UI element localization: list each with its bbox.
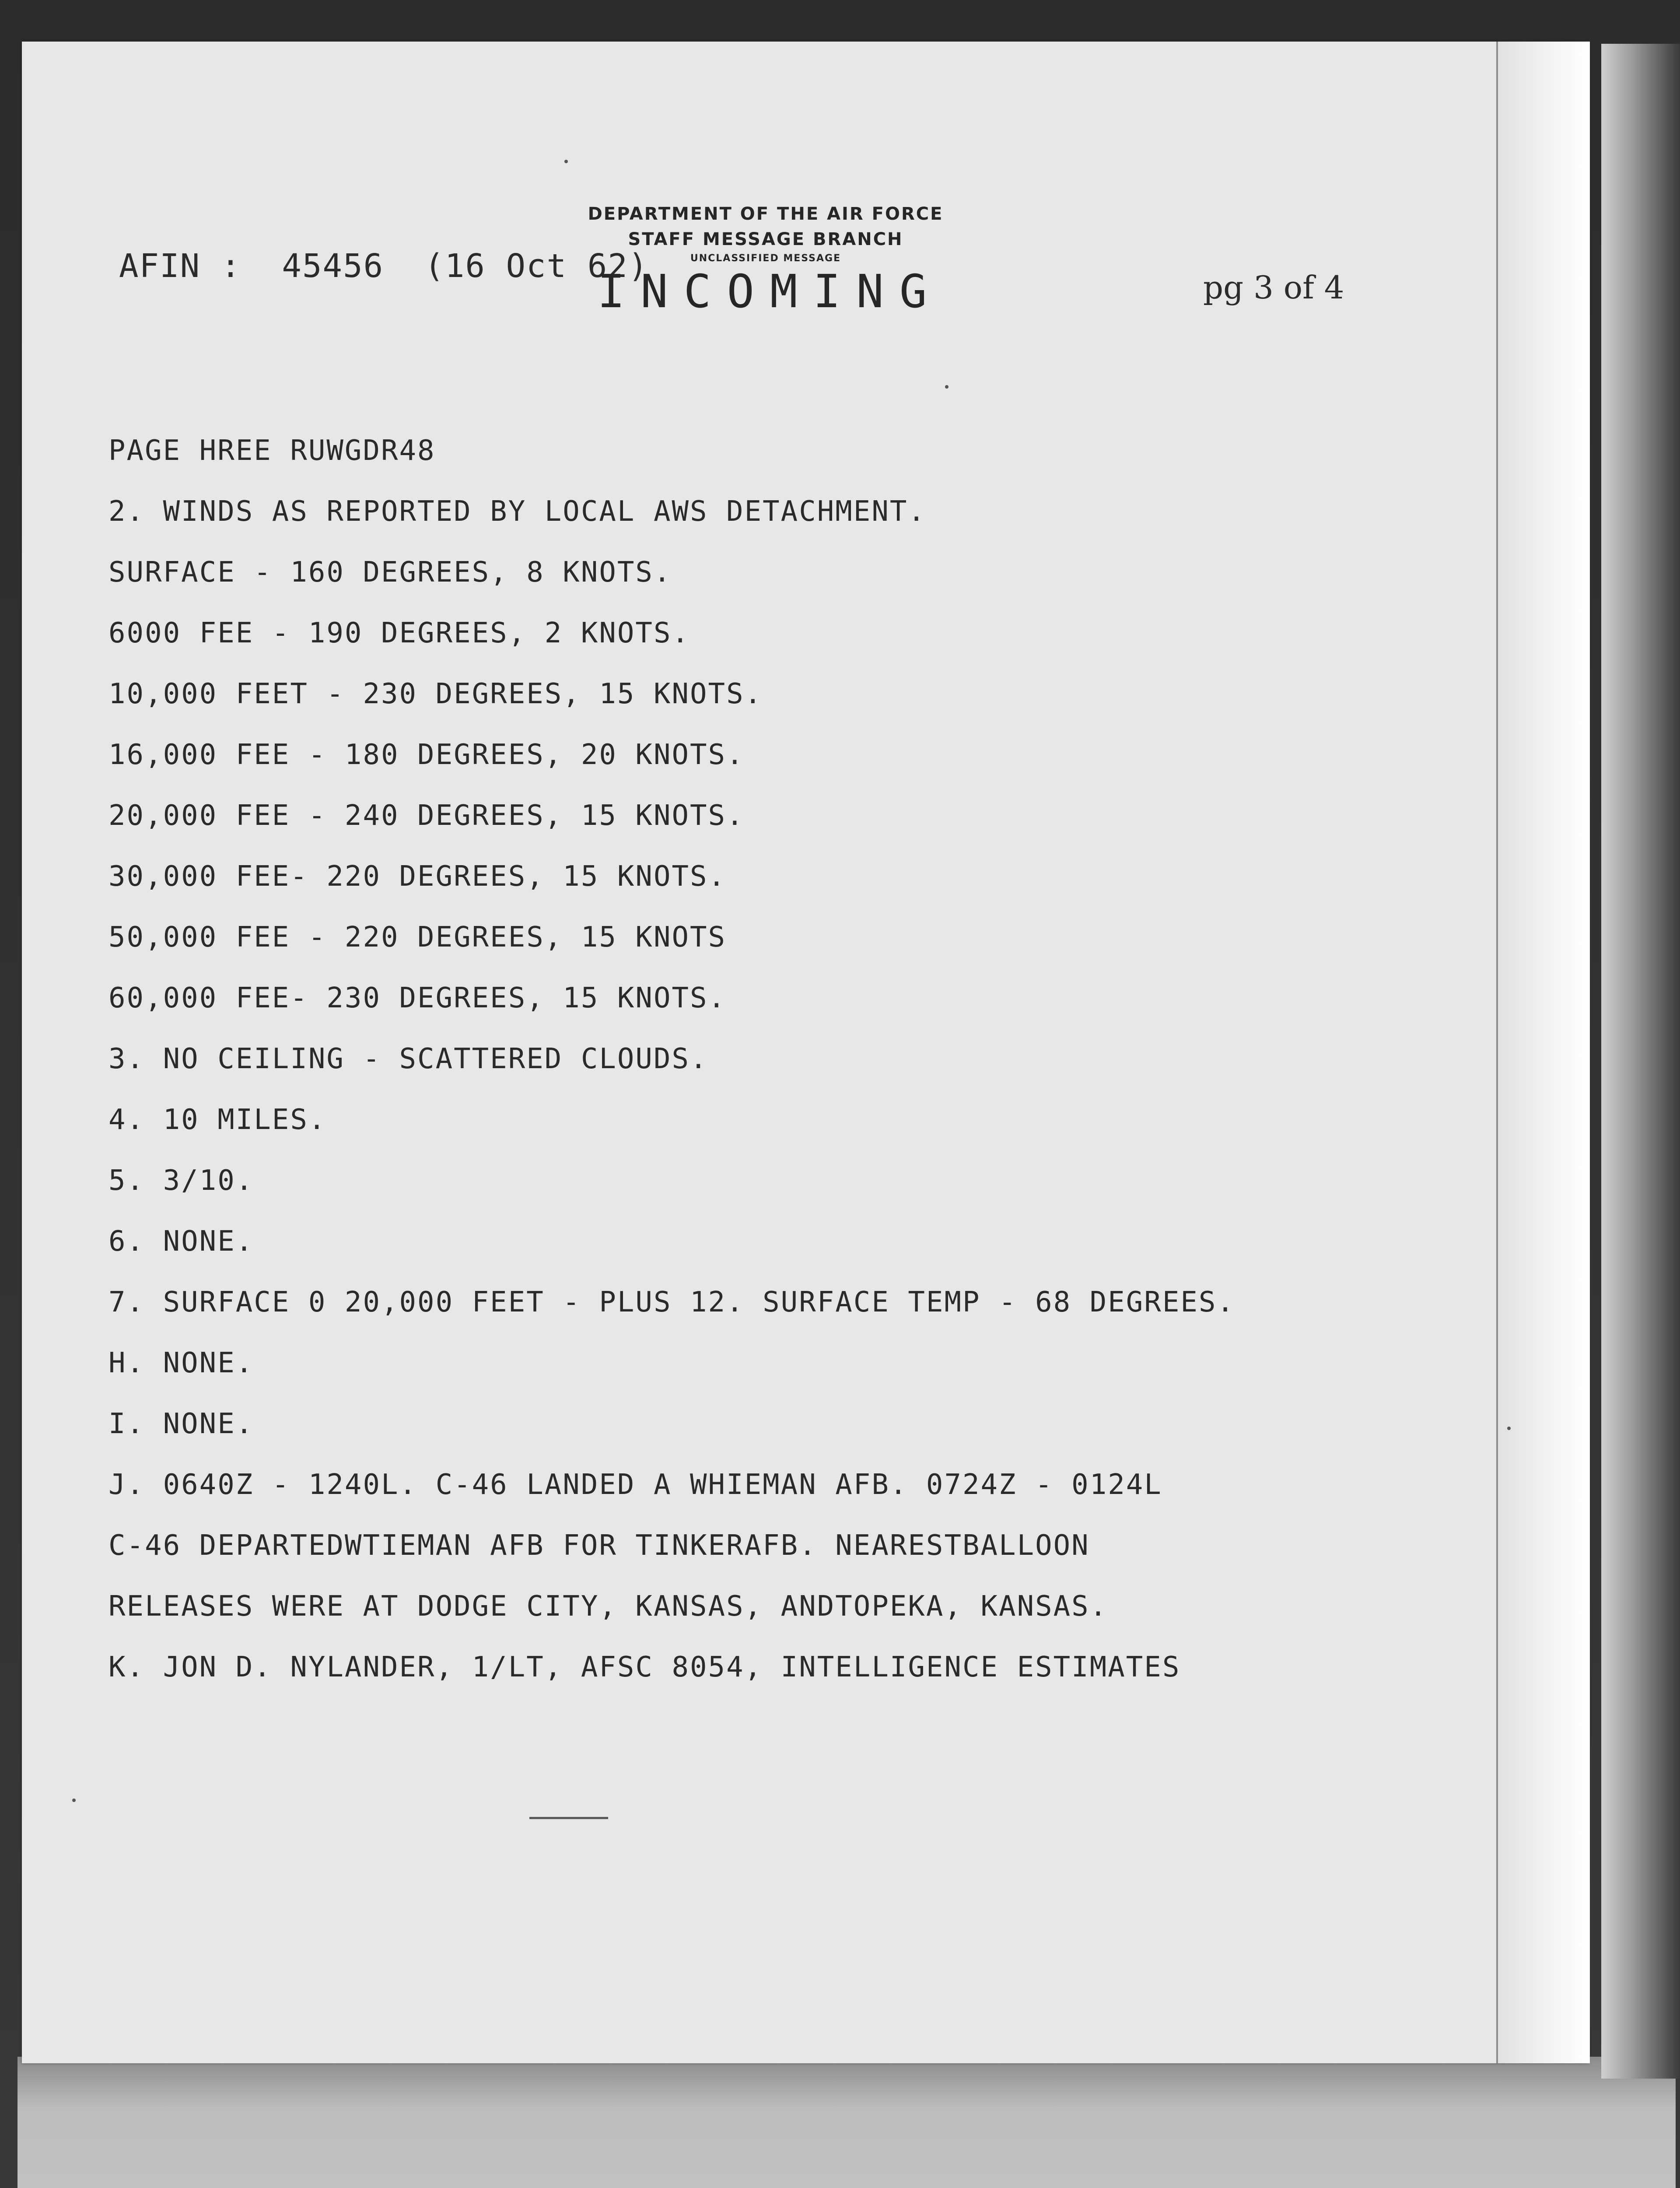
message-body xyxy=(108,431,1465,1708)
body-line: 6000 FEE - 190 DEGREES, 2 KNOTS. xyxy=(108,617,690,649)
underlying-sheet xyxy=(18,2057,1676,2188)
body-line: I. NONE. xyxy=(108,1408,254,1440)
body-line: 10,000 FEET - 230 DEGREES, 15 KNOTS. xyxy=(108,678,763,710)
body-line: SURFACE - 160 DEGREES, 8 KNOTS. xyxy=(108,556,672,589)
body-line: K. JON D. NYLANDER, 1/LT, AFSC 8054, INTELLIGENCE ESTIMATES xyxy=(108,1651,1181,1683)
body-line: C-46 DEPARTEDWTIEMAN AFB FOR TINKERAFB. NEARESTBALLOON xyxy=(108,1529,1090,1562)
speck-mark xyxy=(945,385,948,389)
classification-label: UNCLASSIFIED MESSAGE xyxy=(690,253,841,264)
speck-mark xyxy=(1507,1427,1511,1430)
branch-name: STAFF MESSAGE BRANCH xyxy=(628,229,903,249)
body-line: 6. NONE. xyxy=(108,1225,254,1258)
body-line: 3. NO CEILING - SCATTERED CLOUDS. xyxy=(108,1043,708,1075)
speck-mark xyxy=(564,160,568,163)
body-line: 60,000 FEE- 230 DEGREES, 15 KNOTS. xyxy=(108,982,727,1014)
incoming-label: INCOMING xyxy=(597,265,943,318)
body-line: 2. WINDS AS REPORTED BY LOCAL AWS DETACHMENT. xyxy=(108,495,926,528)
right-film-edge xyxy=(1601,44,1680,2079)
body-line: RELEASES WERE AT DODGE CITY, KANSAS, ANDTOPEKA, KANSAS. xyxy=(108,1590,1108,1623)
body-line: 7. SURFACE 0 20,000 FEET - PLUS 12. SURFACE TEMP - 68 DEGREES. xyxy=(108,1286,1235,1318)
dash-mark xyxy=(529,1817,608,1819)
page-right-margin xyxy=(1496,42,1590,2063)
body-line: 50,000 FEE - 220 DEGREES, 15 KNOTS xyxy=(108,921,727,954)
body-line: 30,000 FEE- 220 DEGREES, 15 KNOTS. xyxy=(108,860,727,893)
department-name: DEPARTMENT OF THE AIR FORCE xyxy=(588,204,944,224)
body-line: 20,000 FEE - 240 DEGREES, 15 KNOTS. xyxy=(108,799,745,832)
body-line: 5. 3/10. xyxy=(108,1164,254,1197)
speck-mark xyxy=(72,1799,76,1802)
body-line: H. NONE. xyxy=(108,1347,254,1379)
message-header xyxy=(560,201,971,318)
body-line: J. 0640Z - 1240L. C-46 LANDED A WHIEMAN AFB. 0724Z - 0124L xyxy=(108,1469,1162,1501)
body-line: 16,000 FEE - 180 DEGREES, 20 KNOTS. xyxy=(108,739,745,771)
body-line: 4. 10 MILES. xyxy=(108,1104,327,1136)
page-number: pg 3 of 4 xyxy=(1203,269,1344,306)
body-line: PAGE HREE RUWGDR48 xyxy=(108,435,436,467)
afin-reference: AFIN : 45456 (16 Oct 62) xyxy=(119,247,649,285)
